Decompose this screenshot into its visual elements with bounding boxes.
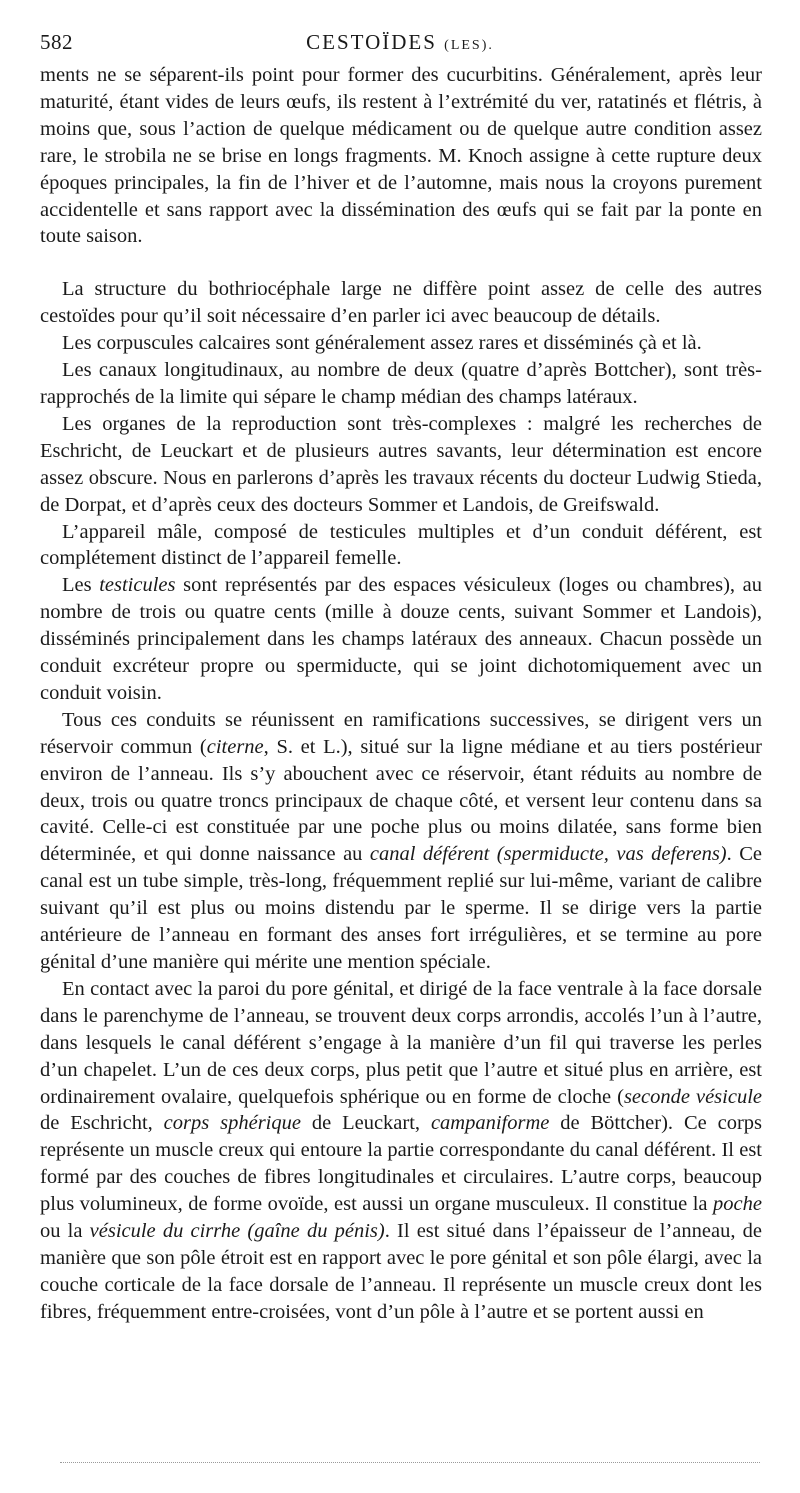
- page-number: 582: [40, 30, 73, 54]
- text-run: Les canaux longitudinaux, au nombre de deux (quatre d’après Bottcher), sont très-rapprochés de la limite qui sépare le champ médian des champs latéraux.: [40, 359, 762, 408]
- text-run: . Ce canal est un tube simple, très-long, fréquemment replié sur lui-même, variant de calibre suivant qu’il est plus ou moins distendu par le sperme. Il se dirige vers la partie antérieure de l’anneau en formant des anses fort irrégulières, et se termine au pore génital d’une manière qui mérite une mention spéciale.: [40, 843, 762, 973]
- text-run: . Il est situé dans l’épaisseur de l’anneau, de manière que son pôle étroit est en rapport avec le pore génital et son pôle élargi, avec la couche corticale de la face dorsale de l’anneau. Il représente un muscle creux dont les fibres, fréquemment entre-croisées, vont d’un pôle à l’autre et se portent aussi en: [40, 1220, 762, 1323]
- running-title-main: CESTOÏDES: [306, 30, 437, 54]
- italic-term: testicules: [99, 574, 176, 597]
- text-run: de Leuckart,: [300, 1112, 431, 1135]
- italic-term: citerne: [206, 735, 264, 758]
- italic-term: vésicule du cirrhe (gaîne du pénis): [89, 1220, 385, 1243]
- text-run: sont représentés par des espaces vésiculeux (loges ou chambres), au nombre de trois ou quatre cents (mille à douze cents, suivant Sommer et Landois), disséminés principalement dans les champs latéraux des anneaux. Chacun possède un conduit excréteur propre ou spermiducte, qui se joint dichotomiquement avec un conduit voisin.: [40, 574, 762, 704]
- text-run: Tous ces conduits se réunissent en ramifications successives, se dirigent vers un réservoir commun (: [40, 708, 762, 758]
- italic-term: seconde vésicule: [623, 1085, 762, 1108]
- paragraph: [40, 976, 762, 1326]
- text-run: de Eschricht,: [40, 1112, 164, 1135]
- paragraph: [40, 62, 762, 250]
- paragraph: [40, 276, 762, 330]
- paragraph: [40, 330, 762, 357]
- italic-term: canal déférent (spermiducte, vas deferens): [369, 843, 727, 866]
- text-run: L’appareil mâle, composé de testicules multiples et d’un conduit déférent, est complétement distinct de l’appareil femelle.: [40, 520, 762, 570]
- text-run: Les: [62, 574, 100, 597]
- paragraph: [40, 707, 762, 976]
- page-header: [40, 26, 760, 60]
- text-run: ou la: [40, 1220, 90, 1243]
- text-run: Les corpuscules calcaires sont généralement assez rares et disséminés çà et là.: [62, 332, 702, 355]
- running-title-suffix: (LES).: [444, 38, 494, 53]
- text-run: La structure du bothriocéphale large ne diffère point assez de celle des autres cestoïdes pour qu’il soit nécessaire d’en parler ici avec beaucoup de détails.: [40, 278, 762, 328]
- running-title: [40, 30, 760, 55]
- italic-term: corps sphérique: [163, 1112, 301, 1135]
- italic-term: poche: [713, 1193, 762, 1216]
- text-run: En contact avec la paroi du pore génital, et dirigé de la face ventrale à la face dorsale dans le parenchyme de l’anneau, se trouvent deux corps arrondis, accolés l’un à l’autre, dans lesquels le canal déférent s’engage à la manière d’un fil qui traverse les perles d’un chapelet. L’un de ces deux corps, plus petit que l’autre et situé plus en arrière, est ordinairement ovalaire, quelquefois sphérique ou en forme de cloche (: [40, 977, 762, 1108]
- text-run: , S. et L.), situé sur la ligne médiane et au tiers postérieur environ de l’anneau. Ils s’y abouchent avec ce réservoir, étant réduits au nombre de deux, trois ou quatre troncs principaux de chaque côté, et versent leur contenu dans sa cavité. Celle-ci est constituée par une poche plus ou moins dilatée, sans forme bien déterminée, et qui donne naissance au: [40, 735, 762, 866]
- italic-term: campaniforme: [430, 1112, 550, 1135]
- text-run: ments ne se séparent-ils point pour former des cucurbitins. Généralement, après leur maturité, étant vides de leurs œufs, ils restent à l’extrémité du ver, ratatinés et flétris, à moins que, sous l’action de quelque médicament ou de quelque autre condition assez rare, le strobila ne se brise en longs fragments. M. Knoch assigne à cette rupture deux époques principales, la fin de l’hiver et de l’automne, mais nous la croyons purement accidentelle et sans rapport avec la dissémination des œufs qui se fait par la ponte en toute saison.: [40, 64, 762, 248]
- text-run: Les organes de la reproduction sont très-complexes : malgré les recherches de Eschricht, de Leuckart et de plusieurs autres savants, leur détermination est encore assez obscure. Nous en parlerons d’après les travaux récents du docteur Ludwig Stieda, de Dorpat, et d’après ceux des docteurs Sommer et Landois, de Greifswald.: [40, 412, 762, 516]
- text-run: de Böttcher). Ce corps représente un muscle creux qui entoure la partie correspondante du canal déférent. Il est formé par des couches de fibres longitudinales et circulaires. L’autre corps, beaucoup plus volumineux, de forme ovoïde, est aussi un organe musculeux. Il constitue la: [40, 1112, 762, 1216]
- paragraph: [40, 411, 762, 519]
- paragraph: [40, 357, 762, 411]
- body-text: [40, 62, 762, 1326]
- footer-dotted-rule: [60, 1462, 760, 1463]
- paragraph: [40, 519, 762, 573]
- paragraph: [40, 572, 762, 707]
